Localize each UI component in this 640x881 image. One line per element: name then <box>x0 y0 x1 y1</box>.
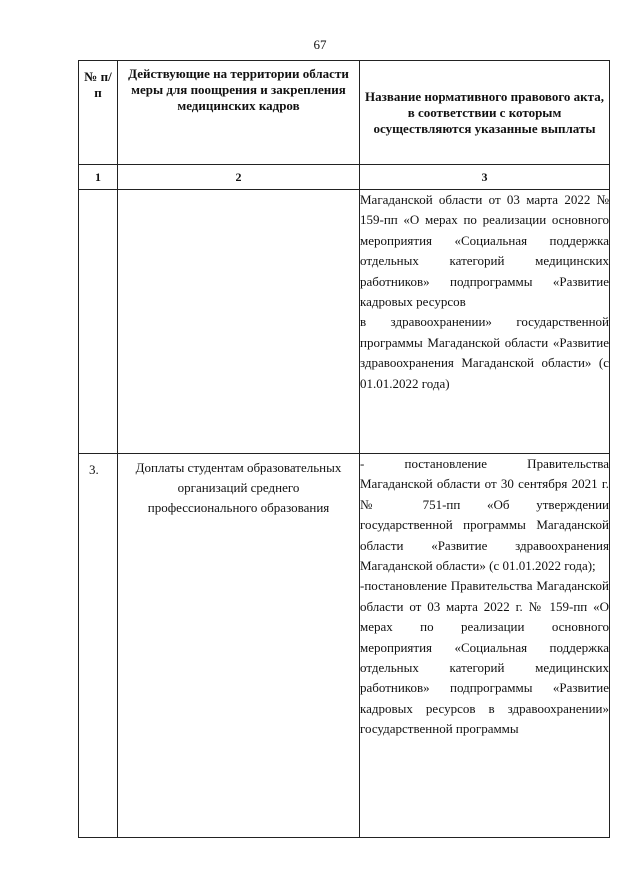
column-number-2: 2 <box>118 165 360 190</box>
legal-act-paragraph: в здравоохранении» государственной программы Магаданской области «Развитие здравоохранения Магаданской области» (с 01.01.2022 года) <box>360 314 609 391</box>
legal-act-cell <box>360 454 610 838</box>
header-measures: Действующие на территории области меры для поощрения и закрепления медицинских кадров <box>118 61 360 165</box>
row-number <box>79 190 118 454</box>
page-number: 67 <box>313 37 327 52</box>
legal-act-paragraph: - постановление Правительства Магаданской области от 30 сентября 2021 г. № 751-пп «Об утверждении государственной программы Магаданской области «Развитие здравоохранения Магаданской области» (с 01.01.2022 года); <box>360 456 609 574</box>
measure-cell <box>118 190 360 454</box>
table-row <box>79 454 610 838</box>
row-number: 3. <box>79 454 118 838</box>
header-legal-act: Название нормативного правового акта, в соответствии с которым осуществляются указанные выплаты <box>360 61 610 165</box>
column-number-row <box>79 165 610 190</box>
header-number: № п/п <box>79 61 118 165</box>
table-header-row <box>79 61 610 165</box>
column-number-1: 1 <box>79 165 118 190</box>
table-row <box>79 190 610 454</box>
legal-act-paragraph: Магаданской области от 03 марта 2022 № 159-пп «О мерах по реализации основного мероприятия «Социальная поддержка отдельных категорий медицинских работников» подпрограммы «Развитие кадровых ресурсов <box>360 192 609 310</box>
legal-act-cell <box>360 190 610 454</box>
measure-cell: Доплаты студентам образовательных организаций среднего профессионального образования <box>118 454 360 838</box>
column-number-3: 3 <box>360 165 610 190</box>
legal-act-paragraph: -постановление Правительства Магаданской области от 03 марта 2022 г. № 159-пп «О мерах по реализации основного мероприятия «Социальная поддержка отдельных категорий медицинских работников» подпрограммы «Развитие кадровых ресурсов в здравоохранении» государственной программы <box>360 578 609 737</box>
measures-table <box>78 60 610 838</box>
